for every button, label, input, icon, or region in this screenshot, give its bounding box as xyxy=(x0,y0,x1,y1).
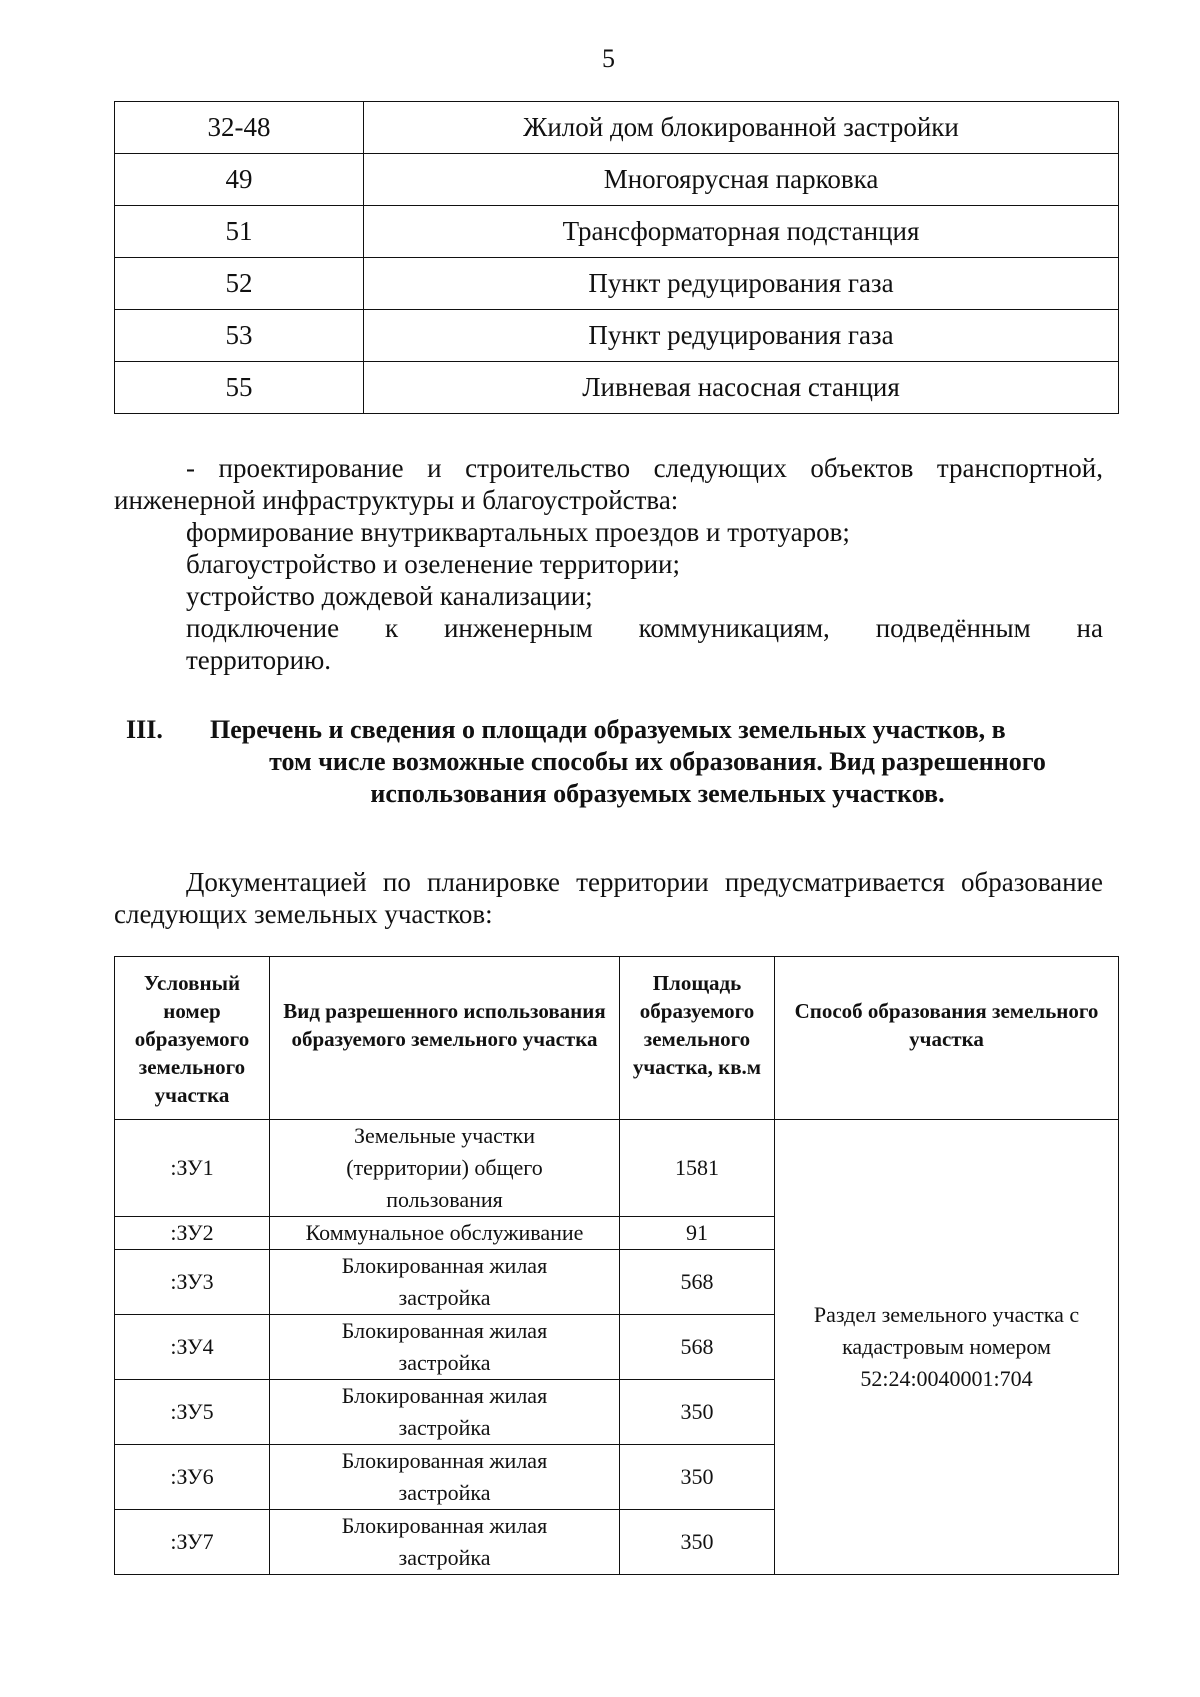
table-row xyxy=(115,362,1119,414)
cell-name: Ливневая насосная станция xyxy=(364,362,1119,414)
table-row xyxy=(115,1120,1119,1217)
cell-id: :ЗУ3 xyxy=(115,1250,270,1315)
cell-id: :ЗУ6 xyxy=(115,1445,270,1510)
objects-table xyxy=(114,101,1119,414)
cell-area: 568 xyxy=(620,1315,775,1380)
cell-num: 52 xyxy=(115,258,364,310)
section-heading: том числе возможные способы их образования. Вид разрешенного xyxy=(269,747,1046,776)
paragraph-line: - проектирование и строительство следующих объектов транспортной, xyxy=(186,453,1103,483)
section-heading: использования образуемых земельных участков. xyxy=(370,779,945,808)
cell-name: Многоярусная парковка xyxy=(364,154,1119,206)
table-row xyxy=(115,102,1119,154)
header-cell: Условный номер образуемого земельного участка xyxy=(115,957,270,1120)
cell-area: 350 xyxy=(620,1445,775,1510)
cell-use: Земельные участки (территории) общего пользования xyxy=(270,1120,620,1217)
cell-num: 53 xyxy=(115,310,364,362)
list-item: формирование внутриквартальных проездов и тротуаров; xyxy=(186,517,850,547)
cell-use: Коммунальное обслуживание xyxy=(270,1217,620,1250)
cell-use: Блокированная жилая застройка xyxy=(270,1380,620,1445)
list-item: устройство дождевой канализации; xyxy=(186,581,593,611)
header-cell: Способ образования земельного участка xyxy=(775,957,1119,1120)
cell-name: Трансформаторная подстанция xyxy=(364,206,1119,258)
section-heading: Перечень и сведения о площади образуемых земельных участков, в xyxy=(210,715,1006,744)
list-item: подключение к инженерным коммуникациям, подведённым на xyxy=(186,613,1103,643)
page-number: 5 xyxy=(602,44,615,73)
cell-area: 1581 xyxy=(620,1120,775,1217)
cell-name: Пункт редуцирования газа xyxy=(364,310,1119,362)
cell-use: Блокированная жилая застройка xyxy=(270,1250,620,1315)
cell-id: :ЗУ4 xyxy=(115,1315,270,1380)
table-row xyxy=(115,154,1119,206)
cell-name: Пункт редуцирования газа xyxy=(364,258,1119,310)
cell-method: Раздел земельного участка с кадастровым номером 52:24:0040001:704 xyxy=(775,1120,1119,1575)
header-cell: Вид разрешенного использования образуемого земельного участка xyxy=(270,957,620,1120)
table-row xyxy=(115,258,1119,310)
cell-num: 32-48 xyxy=(115,102,364,154)
cell-num: 49 xyxy=(115,154,364,206)
list-item-cont: территорию. xyxy=(186,645,332,675)
cell-num: 55 xyxy=(115,362,364,414)
cell-id: :ЗУ5 xyxy=(115,1380,270,1445)
cell-name: Жилой дом блокированной застройки xyxy=(364,102,1119,154)
cell-id: :ЗУ1 xyxy=(115,1120,270,1217)
paragraph-line: Документацией по планировке территории предусматривается образование xyxy=(186,867,1103,897)
cell-use: Блокированная жилая застройка xyxy=(270,1445,620,1510)
cell-id: :ЗУ2 xyxy=(115,1217,270,1250)
table-header xyxy=(115,957,1119,1120)
cell-use: Блокированная жилая застройка xyxy=(270,1510,620,1575)
cell-area: 568 xyxy=(620,1250,775,1315)
cell-area: 91 xyxy=(620,1217,775,1250)
table-row xyxy=(115,206,1119,258)
cell-id: :ЗУ7 xyxy=(115,1510,270,1575)
cell-area: 350 xyxy=(620,1380,775,1445)
section-numeral: III. xyxy=(126,715,163,744)
paragraph-line: следующих земельных участков: xyxy=(114,899,493,929)
header-cell: Площадь образуемого земельного участка, кв.м xyxy=(620,957,775,1120)
table-row xyxy=(115,310,1119,362)
paragraph-line: инженерной инфраструктуры и благоустройства: xyxy=(114,485,679,515)
cell-use: Блокированная жилая застройка xyxy=(270,1315,620,1380)
plots-table xyxy=(114,956,1119,1575)
cell-area: 350 xyxy=(620,1510,775,1575)
list-item: благоустройство и озеленение территории; xyxy=(186,549,681,579)
cell-num: 51 xyxy=(115,206,364,258)
